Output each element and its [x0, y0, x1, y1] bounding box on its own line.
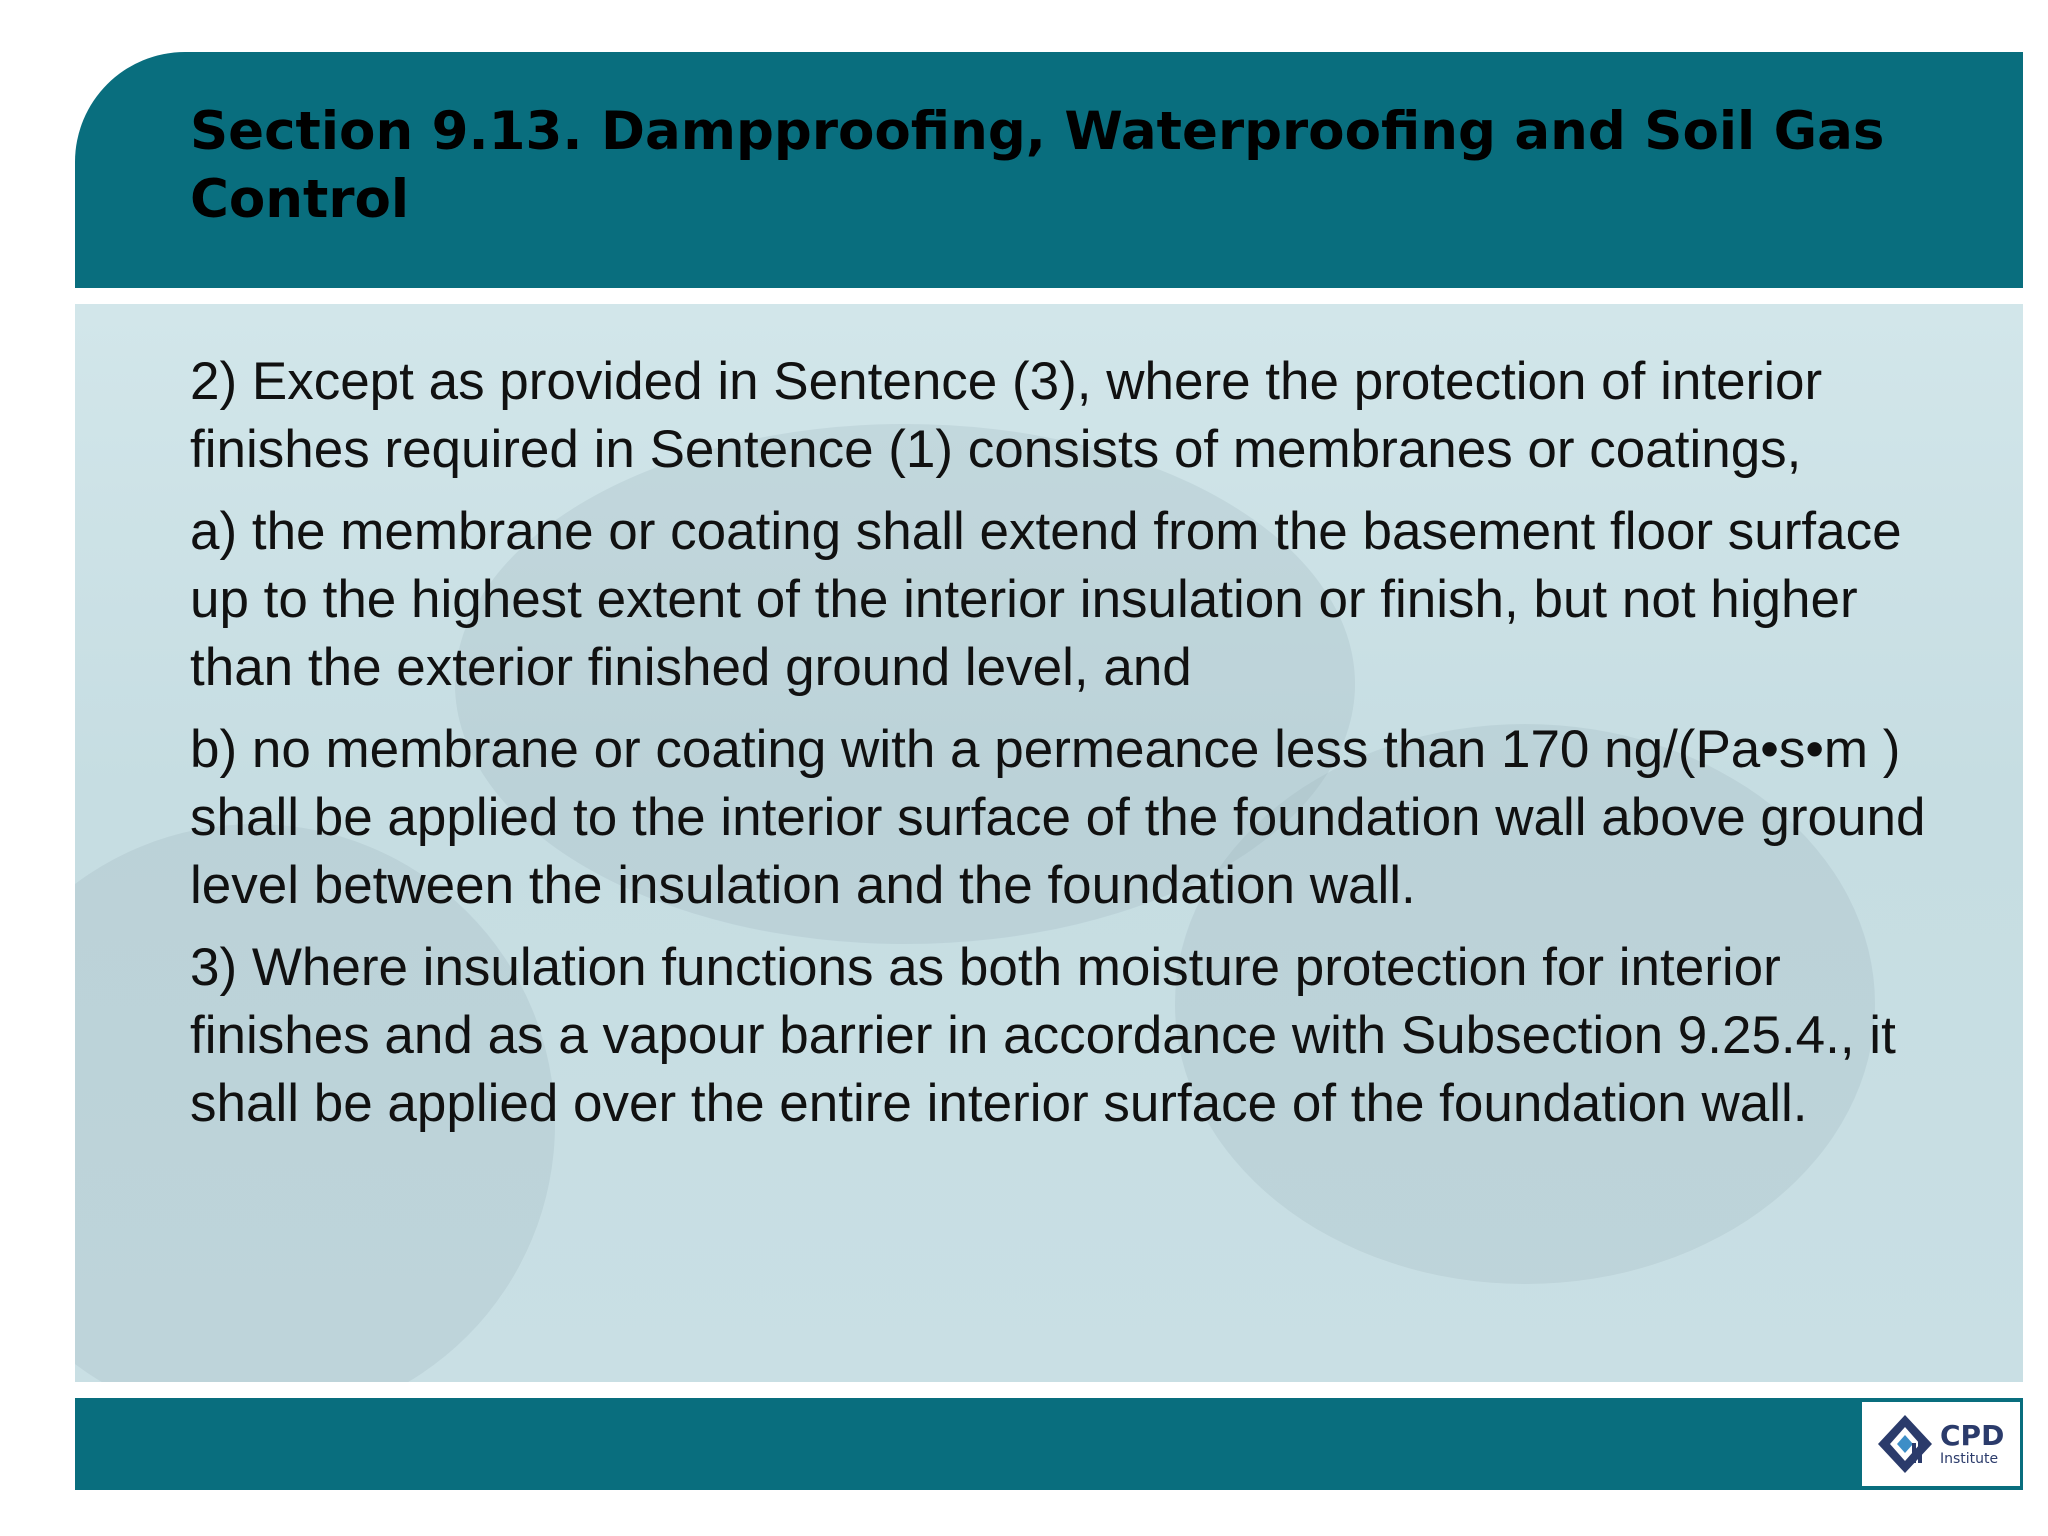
paragraph-sentence-2: 2) Except as provided in Sentence (3), where the protection of interior finishes required in Sentence (1) consists of membranes or coatings,: [190, 352, 1823, 479]
logo-sub-text: Institute: [1940, 1451, 1999, 1467]
cpd-logo: [1862, 1402, 2020, 1486]
paragraph-clause-b: b) no membrane or coating with a permeance less than 170 ng/(Pa•s•m ) shall be applied to the interior surface of the foundation wall above ground level between the insulation and the foundation wall.: [190, 720, 1926, 915]
paragraph-clause-a: a) the membrane or coating shall extend from the basement floor surface up to the highest extent of the interior insulation or finish, but not higher than the exterior finished ground level, and: [190, 502, 1902, 697]
logo-main-text: CPD: [1940, 1419, 2005, 1452]
paragraph-sentence-3: 3) Where insulation functions as both moisture protection for interior finishes and as a vapour barrier in accordance with Subsection 9.25.4., it shall be applied over the entire interior surface of the foundation wall.: [190, 938, 1896, 1133]
slide-title: Section 9.13. Dampproofing, Waterproofing and Soil Gas Control: [190, 101, 1885, 230]
cpd-institute-diamond-icon: [1876, 1413, 1934, 1475]
body-text: [190, 348, 1970, 1152]
logo-text: [1940, 1419, 2005, 1467]
footer-band: [75, 1398, 2023, 1490]
